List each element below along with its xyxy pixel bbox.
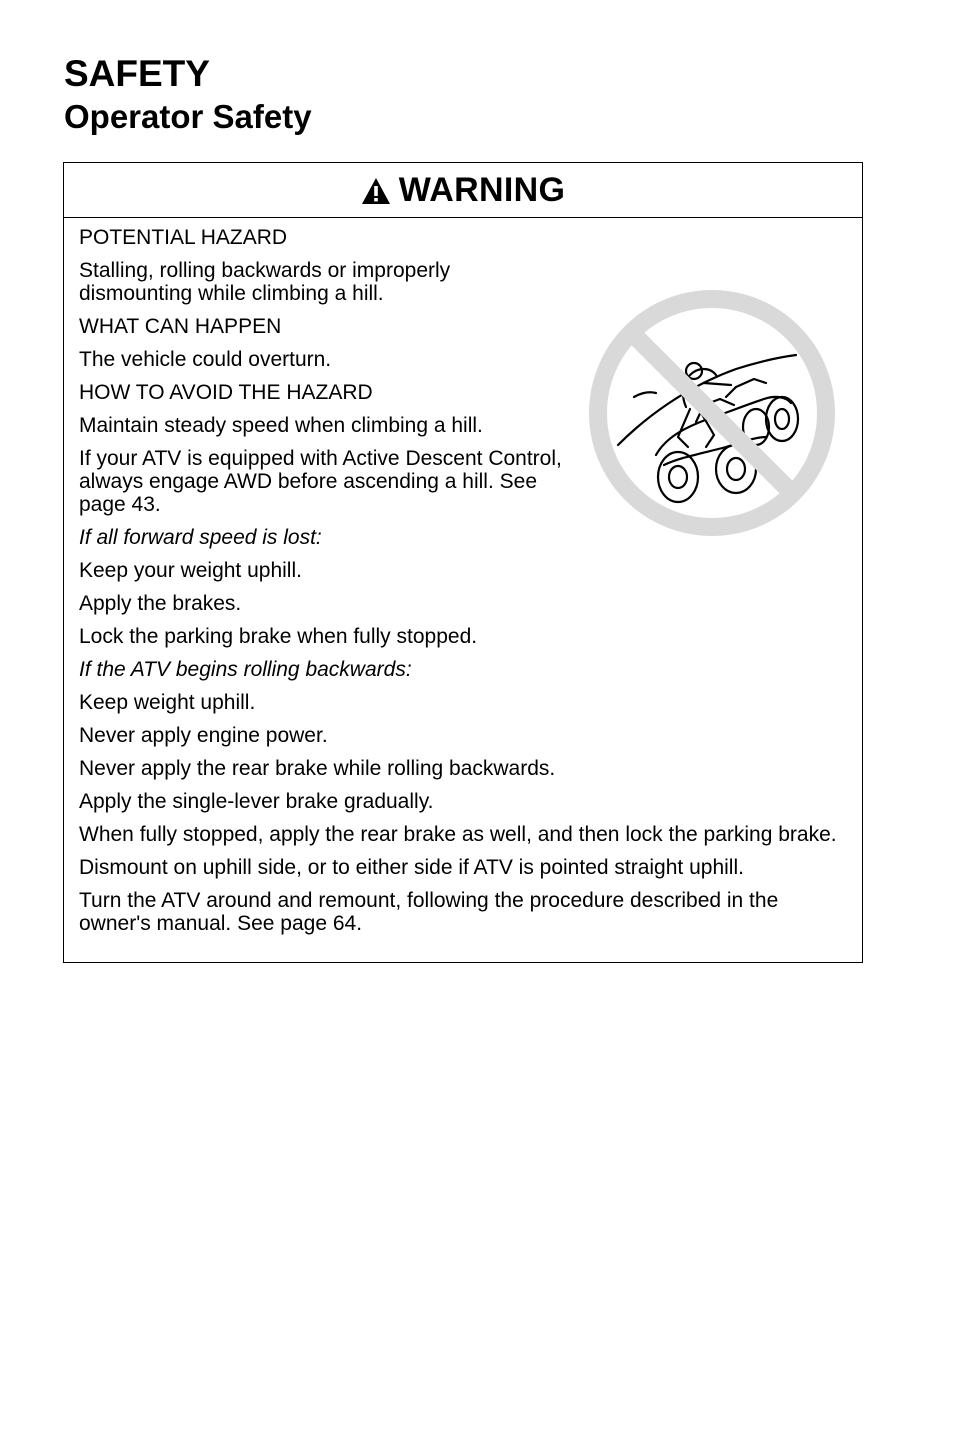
avoidance-step: When fully stopped, apply the rear brake as well, and then lock the parking brake. (79, 823, 837, 846)
avoidance-step: Maintain steady speed when climbing a hill. (79, 414, 483, 437)
avoidance-step: Apply the brakes. (79, 592, 242, 615)
warning-body (64, 218, 862, 935)
avoidance-step: Keep your weight uphill. (79, 559, 302, 582)
warning-triangle-icon (361, 177, 391, 205)
avoidance-step: Lock the parking brake when fully stopped. (79, 625, 478, 648)
avoidance-step: Dismount on uphill side, or to either side if ATV is pointed straight uphill. (79, 856, 744, 879)
prohibited-atv-hill-climb-icon (586, 287, 838, 539)
warning-box (63, 162, 863, 963)
avoidance-step: Keep weight uphill. (79, 691, 256, 714)
avoidance-heading: HOW TO AVOID THE HAZARD (79, 381, 373, 404)
condition-heading: If all forward speed is lost: (79, 526, 322, 549)
warning-label: WARNING (398, 170, 566, 209)
section-subtitle: Operator Safety (64, 98, 312, 135)
avoidance-step: Turn the ATV around and remount, following the procedure described in the owner's manual. See page 64. (79, 889, 779, 935)
avoidance-step: If your ATV is equipped with Active Descent Control, always engage AWD before ascending a hill. See page 43. (79, 447, 562, 516)
hazard-text: Stalling, rolling backwards or improperly dismounting while climbing a hill. (79, 259, 451, 305)
section-title: SAFETY (64, 53, 210, 94)
avoidance-step: Never apply the rear brake while rolling backwards. (79, 757, 556, 780)
consequence-text: The vehicle could overturn. (79, 348, 332, 371)
warning-header (64, 163, 862, 218)
consequence-heading: WHAT CAN HAPPEN (79, 315, 282, 338)
condition-heading: If the ATV begins rolling backwards: (79, 658, 412, 681)
avoidance-step: Apply the single-lever brake gradually. (79, 790, 434, 813)
avoidance-step: Never apply engine power. (79, 724, 328, 747)
hazard-heading: POTENTIAL HAZARD (79, 226, 288, 249)
